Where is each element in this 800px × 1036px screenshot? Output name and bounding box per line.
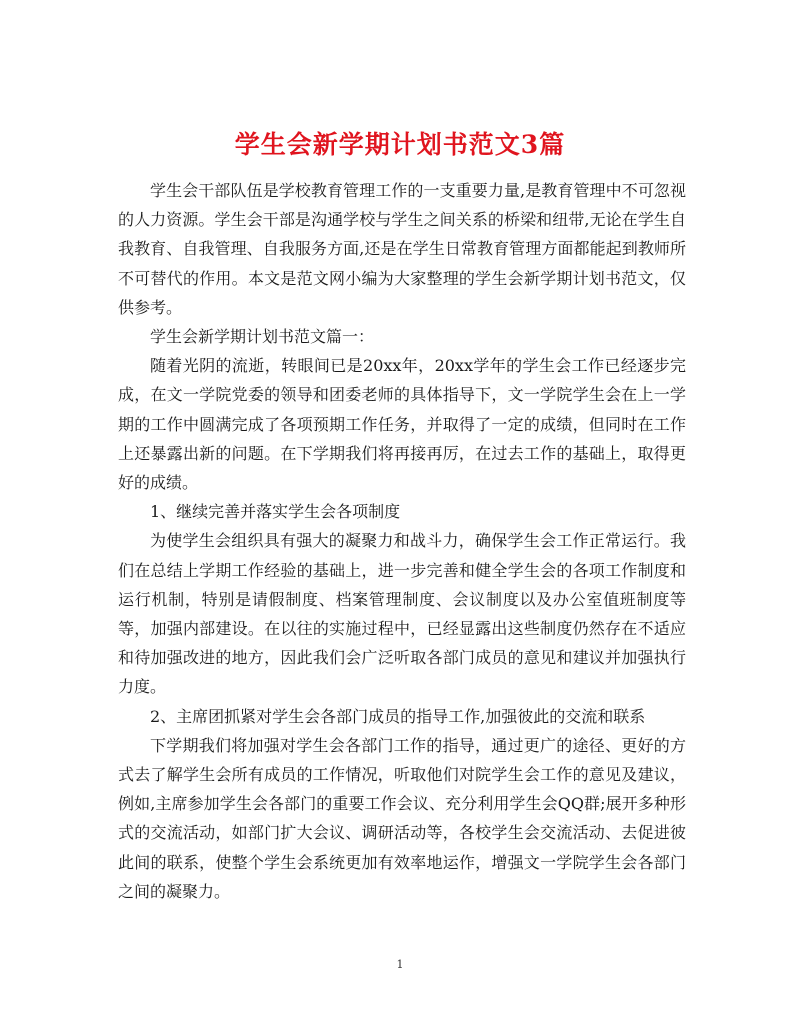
body-paragraph: 随着光阴的流逝，转眼间已是20xx年，20xx学年的学生会工作已经逐步完成，在文一学院党委的领导和团委老师的具体指导下，文一学院学生会在上一学期的工作中圆满完成了各项预期工作任务，并取得了一定的成绩，但同时在工作上还暴露出新的问题。在下学期我们将再接再厉，在过去工作的基础上，取得更好的成绩。 bbox=[118, 356, 686, 493]
body-paragraph: 下学期我们将加强对学生会各部门工作的指导，通过更广的途径、更好的方式去了解学生会所有成员的工作情况，听取他们对院学生会工作的意见及建议，例如,主席参加学生会各部门的重要工作会议、充分利用学生会QQ群;展开多种形式的交流活动，如部门扩大会议、调研活动等，各校学生会交流活动、去促进彼此间的联系，使整个学生会系统更加有效率地运作，增强文一学院学生会各部门之间的凝聚力。 bbox=[118, 735, 686, 901]
document-title: 学生会新学期计划书范文3篇 bbox=[234, 129, 566, 159]
intro-paragraph: 学生会干部队伍是学校教育管理工作的一支重要力量,是教育管理中不可忽视的人力资源。学生会干部是沟通学校与学生之间关系的桥梁和纽带,无论在学生自我教育、自我管理、自我服务方面,还是在学生日常教育管理方面都能起到教师所不可替代的作用。本文是范文网小编为大家整理的学生会新学期计划书范文，仅供参考。 bbox=[118, 181, 686, 317]
body-paragraph: 为使学生会组织具有强大的凝聚力和战斗力，确保学生会工作正常运行。我们在总结上学期工作经验的基础上，进一步完善和健全学生会的各项工作制度和运行机制，特别是请假制度、档案管理制度、会议制度以及办公室值班制度等等，加强内部建设。在以往的实施过程中，已经显露出这些制度仍然存在不适应和待加强改进的地方，因此我们会广泛听取各部门成员的意见和建议并加强执行力度。 bbox=[118, 531, 686, 697]
page-number: 1 bbox=[396, 958, 404, 971]
section-heading: 学生会新学期计划书范文篇一： bbox=[150, 327, 375, 347]
document-body bbox=[118, 176, 686, 906]
numbered-heading: 2、主席团抓紧对学生会各部门成员的指导工作,加强彼此的交流和联系 bbox=[150, 706, 646, 726]
numbered-heading: 1、继续完善并落实学生会各项制度 bbox=[150, 502, 401, 522]
